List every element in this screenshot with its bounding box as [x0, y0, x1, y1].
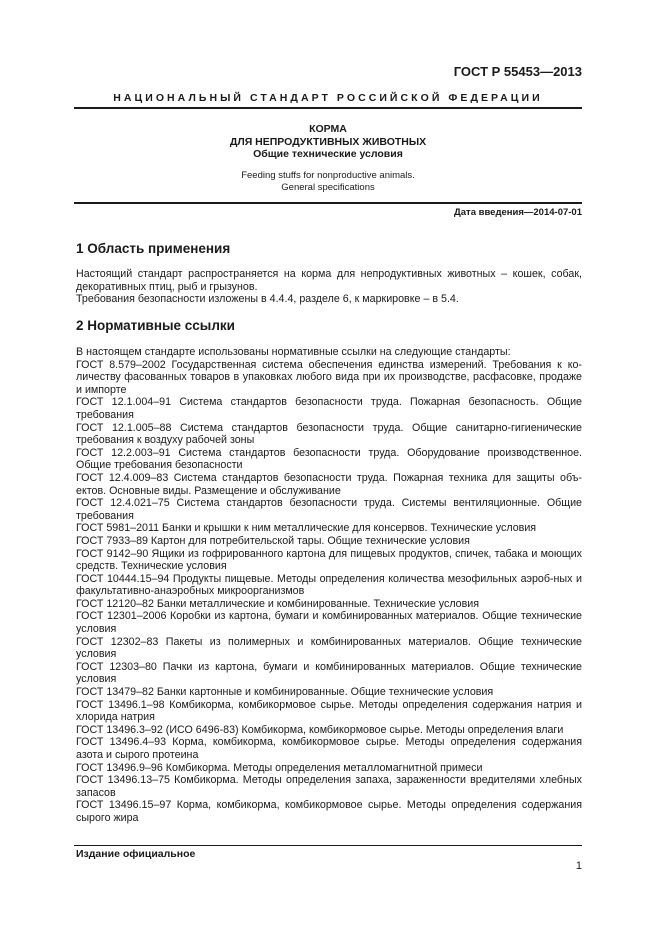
normative-reference-item: ГОСТ 7933–89 Картон для потребительской тары. Общие технические условия — [76, 534, 470, 547]
normative-reference-item: ГОСТ 12.4.021–75 Система стандартов безопасности труда. Системы вентиляционные. Общие требования — [76, 497, 582, 522]
section-2-intro: В настоящем стандарте использованы нормативные ссылки на следующие стандарты: — [76, 346, 511, 358]
normative-reference-item: ГОСТ 5981–2011 Банки и крышки к ним металлические для консервов. Технические условия — [76, 522, 537, 535]
normative-reference-item: ГОСТ 13496.1–98 Комбикорма, комбикормовое сырье. Методы определения содержания натрия и хлорида натрия — [76, 698, 582, 724]
section-1-paragraph-1-text: Настоящий стандарт распространяется на корма для непродуктивных животных – кошек, собак, декоративных птиц, рыб и грызунов. — [76, 268, 582, 293]
normative-reference-item: ГОСТ 12302–83 Пакеты из полимерных и комбинированных материалов. Общие технические условия — [76, 635, 582, 661]
english-title-line-1: Feeding stuffs for nonproductive animals. — [241, 170, 415, 181]
normative-reference-item: ГОСТ 12303–80 Пачки из картона, бумаги и комбинированных материалов. Общие технические условия — [76, 660, 582, 686]
introduction-date: Дата введения—2014-07-01 — [454, 207, 582, 218]
section-1-heading: 1 Область применения — [76, 241, 231, 256]
page-number: 1 — [575, 860, 582, 872]
normative-reference-item: ГОСТ 12.2.003–91 Система стандартов безопасности труда. Оборудование производственное. Общие требования безопасности — [76, 446, 582, 472]
normative-reference-item: ГОСТ 12301–2006 Коробки из картона, бумаги и комбинированных материалов. Общие технические условия — [76, 610, 582, 636]
section-1-body — [76, 268, 582, 306]
official-edition-label: Издание официальное — [76, 848, 196, 860]
title-line-3: Общие технические условия — [253, 148, 403, 160]
normative-reference-item: ГОСТ 9142–90 Ящики из гофрированного картона для пищевых продуктов, спичек, табака и моющих средств. Технические условия — [76, 547, 582, 573]
section-2-heading: 2 Нормативные ссылки — [76, 318, 235, 333]
section-1-paragraph-2 — [76, 293, 582, 306]
normative-reference-item: ГОСТ 13496.4–93 Корма, комбикорма, комбикормовое сырье. Методы определения содержания азота и сырого протеина — [76, 736, 582, 761]
section-1-paragraph-1 — [76, 268, 582, 293]
section-2-body — [76, 346, 582, 825]
normative-reference-item: ГОСТ 13496.9–96 Комбикорма. Методы определения металломагнитной примеси — [76, 761, 483, 774]
document-number: ГОСТ Р 55453—2013 — [453, 64, 582, 79]
title-line-2: ДЛЯ НЕПРОДУКТИВНЫХ ЖИВОТНЫХ — [229, 135, 427, 148]
national-standard-header: НАЦИОНАЛЬНЫЙ СТАНДАРТ РОССИЙСКОЙ ФЕДЕРАЦИИ — [113, 92, 543, 104]
normative-references-list — [76, 359, 582, 825]
normative-reference-item: ГОСТ 10444.15–94 Продукты пищевые. Методы определения количества мезофильных аэроб-ных и факультативно-анаэробных микроорганизмов — [76, 572, 582, 598]
footer-rule — [74, 845, 582, 846]
title-block — [74, 123, 582, 161]
section-1-paragraph-2-text: Требования безопасности изложены в 4.4.4, разделе 6, к маркировке – в 5.4. — [76, 293, 459, 306]
title-rule — [74, 202, 582, 204]
normative-reference-item: ГОСТ 12120–82 Банки металлические и комбинированные. Технические условия — [76, 597, 480, 610]
header-rule — [74, 107, 582, 109]
normative-reference-item: ГОСТ 13479–82 Банки картонные и комбинированные. Общие технические условия — [76, 686, 494, 699]
normative-reference-item: ГОСТ 12.1.005–88 Система стандартов безопасности труда. Общие санитарно-гигиенические требования к воздуху рабочей зоны — [76, 421, 582, 447]
normative-reference-item: ГОСТ 12.1.004–91 Система стандартов безопасности труда. Пожарная безопасность. Общие требования — [76, 396, 582, 421]
english-title-line-2: General specifications — [281, 181, 375, 193]
normative-reference-item: ГОСТ 13496.13–75 Комбикорма. Методы определения запаха, зараженности вредителями хлебных запасов — [76, 774, 582, 799]
normative-reference-item: ГОСТ 13496.15–97 Корма, комбикорма, комбикормовое сырье. Методы определения содержания сырого жира — [76, 799, 582, 824]
normative-reference-item: ГОСТ 12.4.009–83 Система стандартов безопасности труда. Пожарная техника для защиты объ-ектов. Основные виды. Размещение и обслуживание — [76, 471, 582, 497]
normative-reference-item: ГОСТ 13496.3–92 (ИСО 6496-83) Комбикорма, комбикормовое сырье. Методы определения влаги — [76, 723, 564, 736]
english-title — [74, 170, 582, 193]
title-line-1: КОРМА — [309, 123, 347, 135]
normative-reference-item: ГОСТ 8.579–2002 Государственная система обеспечения единства измерений. Требования к ко-личеству фасованных товаров в упаковках любого вида при их производстве, расфасовке, продаже и импорте — [76, 358, 582, 396]
